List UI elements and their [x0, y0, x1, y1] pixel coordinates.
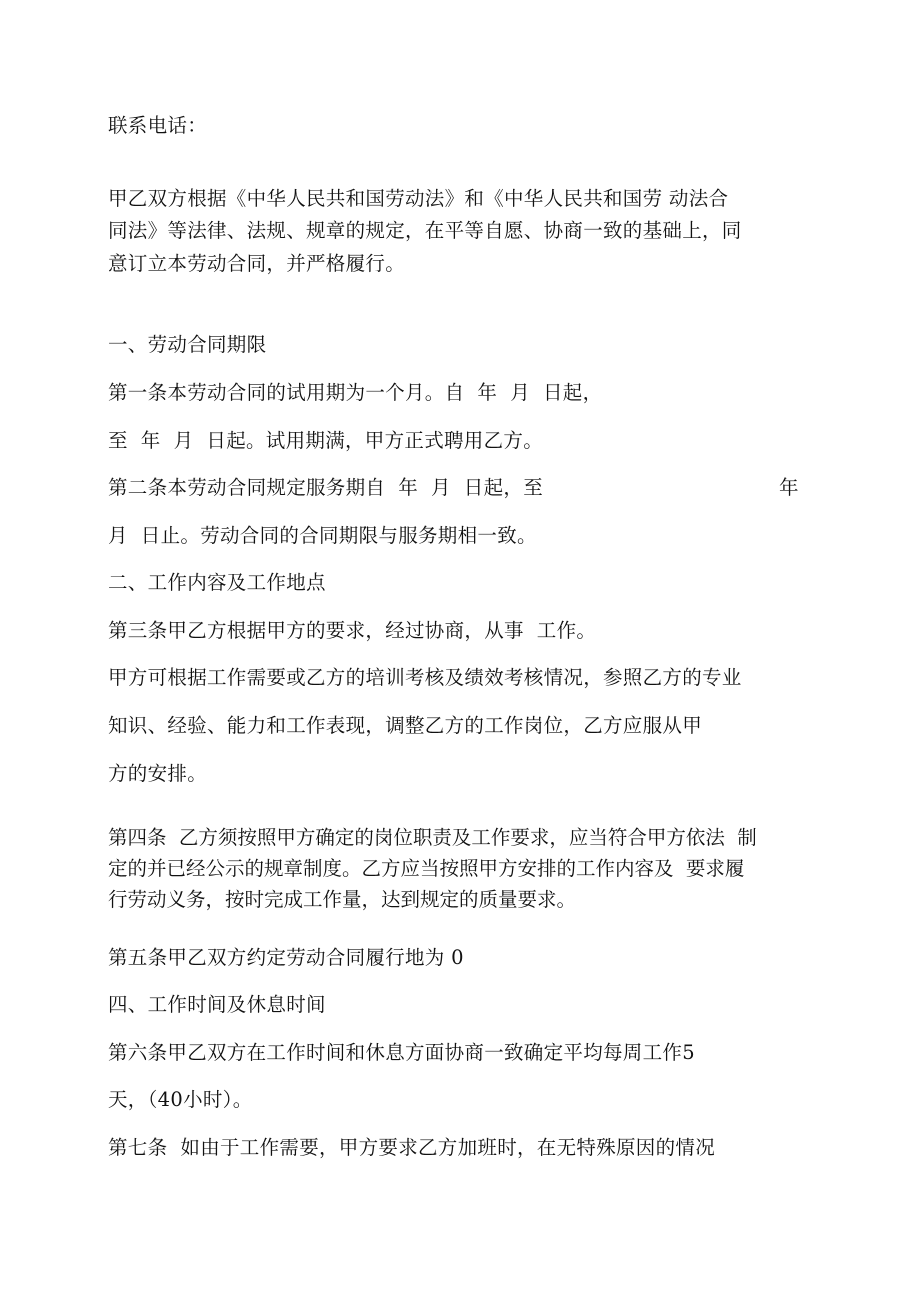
article-4-line-1: 第四条 乙方须按照甲方确定的岗位职责及工作要求，应当符合甲方依法 制 — [108, 826, 757, 849]
article-6-line-2: 天，（40小时）。 — [108, 1088, 253, 1111]
preamble-line-3: 意订立本劳动合同，并严格履行。 — [108, 252, 406, 275]
article-2-line-2: 月 日止。劳动合同的合同期限与服务期相一致。 — [108, 524, 537, 547]
article-5: 第五条甲乙双方约定劳动合同履行地为 0 — [108, 946, 464, 969]
adjustment-line-3: 方的安排。 — [108, 762, 208, 785]
adjustment-line-1: 甲方可根据工作需要或乙方的培训考核及绩效考核情况，参照乙方的专业 — [108, 666, 742, 689]
article-6-line-1: 第六条甲乙双方在工作时间和休息方面协商一致确定平均每周工作5 — [108, 1041, 695, 1064]
preamble-line-1: 甲乙双方根据《中华人民共和国劳动法》和《中华人民共和国劳 动法合 — [108, 187, 729, 210]
section-4-heading: 四、工作时间及休息时间 — [108, 993, 326, 1016]
article-1-line-2: 至 年 月 日起。试用期满，甲方正式聘用乙方。 — [108, 429, 543, 452]
article-7-line-1: 第七条 如由于工作需要，甲方要求乙方加班时，在无特殊原因的情况 — [108, 1136, 715, 1159]
article-4-line-3: 行劳动义务，按时完成工作量，达到规定的质量要求。 — [108, 888, 577, 911]
article-2-line-1: 第二条本劳动合同规定服务期自 年 月 日起，至 — [108, 476, 543, 499]
article-3: 第三条甲乙方根据甲方的要求，经过协商，从事 工作。 — [108, 619, 597, 642]
article-4-line-2: 定的并已经公示的规章制度。乙方应当按照甲方安排的工作内容及 要求履 — [108, 857, 745, 880]
article-2-year-label: 年 — [779, 476, 799, 499]
article-1-line-1: 第一条本劳动合同的试用期为一个月。自 年 月 日起， — [108, 381, 603, 404]
section-1-heading: 一、劳动合同期限 — [108, 333, 267, 356]
section-2-heading: 二、工作内容及工作地点 — [108, 571, 326, 594]
contact-phone-label: 联系电话： — [108, 114, 208, 137]
adjustment-line-2: 知识、经验、能力和工作表现，调整乙方的工作岗位，乙方应服从甲 — [108, 714, 703, 737]
preamble-line-2: 同法》等法律、法规、规章的规定，在平等自愿、协商一致的基础上，同 — [108, 219, 742, 242]
